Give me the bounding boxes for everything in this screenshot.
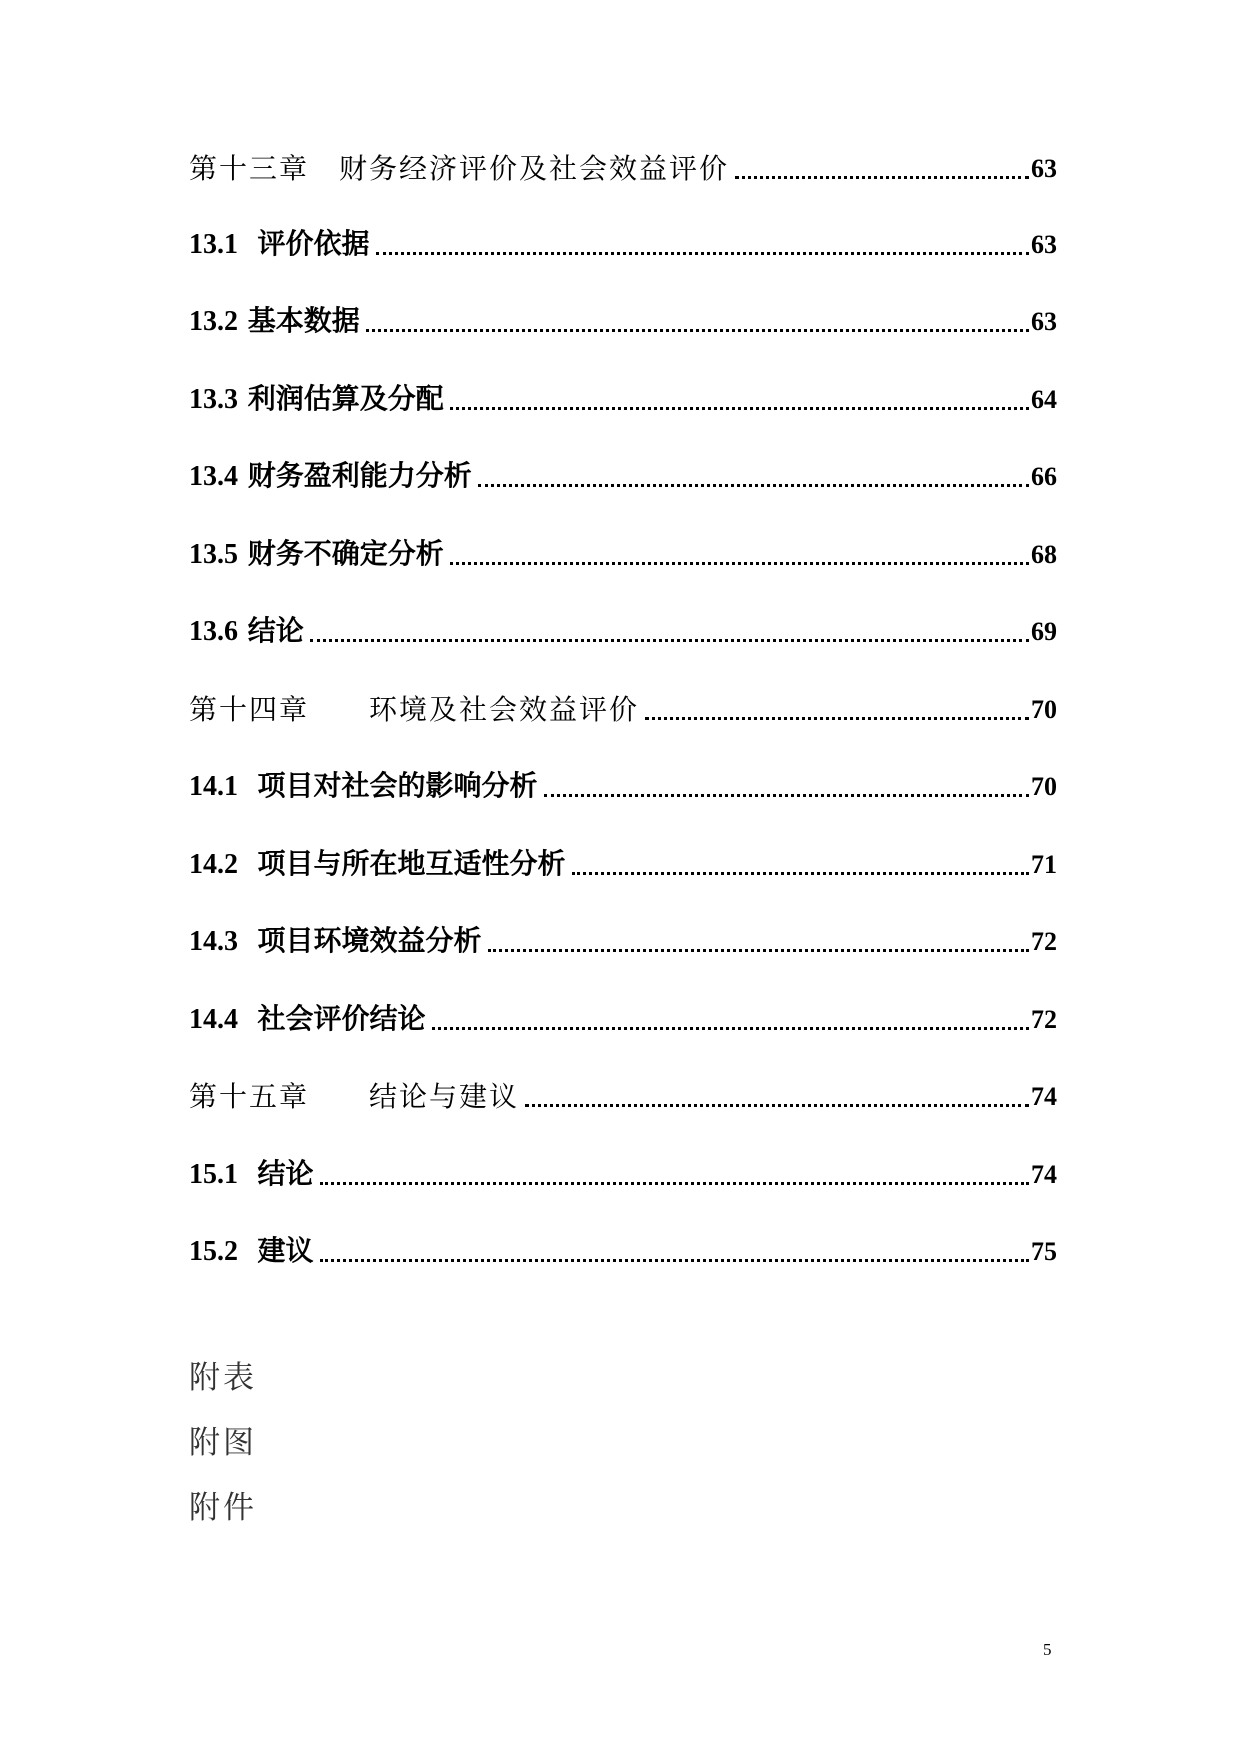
appendix-figures: 附图 <box>189 1425 257 1461</box>
toc-entry-page: 72 <box>1031 1005 1057 1034</box>
toc-entry-label: 第十五章 结论与建议 <box>189 1080 520 1113</box>
toc-entry-page: 64 <box>1031 385 1057 414</box>
toc-entry-14-2[interactable] <box>189 838 1057 882</box>
toc-entry-label: 第十三章 财务经济评价及社会效益评价 <box>189 152 730 185</box>
appendix-attachments: 附件 <box>189 1490 257 1526</box>
toc-dot-leader <box>450 562 1029 565</box>
toc-entry-label <box>189 1234 314 1269</box>
toc-entry-14-3[interactable] <box>189 915 1057 959</box>
toc-entry-title: 项目对社会的影响分析 <box>238 769 538 802</box>
toc-dot-leader <box>478 484 1029 487</box>
toc-entry-13-2[interactable] <box>189 295 1057 339</box>
toc-entry-label <box>189 382 444 417</box>
toc-entry-title: 基本数据 <box>238 304 360 337</box>
toc-entry-page: 72 <box>1031 927 1057 956</box>
toc-entry-chapter-14[interactable] <box>189 683 1057 727</box>
toc-entry-title: 社会评价结论 <box>238 1002 426 1035</box>
toc-entry-number: 13.3 <box>189 384 238 415</box>
toc-entry-title: 财务盈利能力分析 <box>238 459 472 492</box>
toc-entry-page: 63 <box>1031 307 1057 336</box>
toc-entry-page: 70 <box>1031 695 1057 724</box>
toc-entry-label <box>189 1002 426 1037</box>
toc-dot-leader <box>488 949 1030 952</box>
toc-entry-13-6[interactable] <box>189 605 1057 649</box>
toc-entry-13-1[interactable] <box>189 218 1057 262</box>
toc-entry-page: 66 <box>1031 462 1057 491</box>
appendix-tables: 附表 <box>189 1360 257 1396</box>
toc-entry-15-2[interactable] <box>189 1225 1057 1269</box>
toc-dot-leader <box>572 872 1030 875</box>
toc-entry-number: 14.4 <box>189 1004 238 1035</box>
toc-entry-title: 项目环境效益分析 <box>238 924 482 957</box>
toc-entry-number: 13.5 <box>189 539 238 570</box>
toc-entry-number: 14.3 <box>189 926 238 957</box>
toc-dot-leader <box>450 407 1029 410</box>
toc-entry-number: 13.2 <box>189 306 238 337</box>
toc-entry-label <box>189 847 566 882</box>
toc-entry-label <box>189 304 360 339</box>
page-number: 5 <box>1043 1640 1052 1659</box>
toc-dot-leader <box>645 717 1029 720</box>
toc-entry-chapter-15[interactable] <box>189 1070 1057 1114</box>
toc-entry-page: 63 <box>1031 154 1057 183</box>
toc-entry-page: 74 <box>1031 1082 1057 1111</box>
toc-entry-label <box>189 769 538 804</box>
toc-entry-page: 75 <box>1031 1237 1057 1266</box>
toc-dot-leader <box>525 1104 1029 1107</box>
toc-dot-leader <box>735 176 1029 179</box>
toc-entry-title: 财务不确定分析 <box>238 537 444 570</box>
toc-entry-number: 15.1 <box>189 1159 238 1190</box>
toc-entry-number: 13.4 <box>189 461 238 492</box>
toc-entry-number: 15.2 <box>189 1236 238 1267</box>
toc-dot-leader <box>310 639 1029 642</box>
toc-entry-number: 13.1 <box>189 229 238 260</box>
toc-entry-13-3[interactable] <box>189 373 1057 417</box>
toc-entry-title: 项目与所在地互适性分析 <box>238 847 566 880</box>
toc-entry-chapter-13[interactable] <box>189 142 1057 186</box>
toc-entry-number: 13.6 <box>189 616 238 647</box>
toc-entry-page: 70 <box>1031 772 1057 801</box>
toc-entry-13-5[interactable] <box>189 528 1057 572</box>
toc-entry-title: 利润估算及分配 <box>238 382 444 415</box>
toc-entry-label <box>189 459 472 494</box>
toc-entry-13-4[interactable] <box>189 450 1057 494</box>
toc-entry-title: 结论 <box>238 614 304 647</box>
toc-entry-14-4[interactable] <box>189 993 1057 1037</box>
toc-entry-page: 69 <box>1031 617 1057 646</box>
toc-dot-leader <box>544 794 1030 797</box>
toc-entry-label <box>189 1157 314 1192</box>
toc-entry-page: 63 <box>1031 230 1057 259</box>
toc-entry-label: 第十四章 环境及社会效益评价 <box>189 693 640 726</box>
toc-entry-page: 71 <box>1031 850 1057 879</box>
toc-dot-leader <box>320 1259 1030 1262</box>
toc-entry-label <box>189 614 304 649</box>
toc-entry-title: 评价依据 <box>238 227 370 260</box>
toc-entry-label <box>189 227 370 262</box>
toc-entry-page: 68 <box>1031 540 1057 569</box>
toc-entry-title: 建议 <box>238 1234 314 1267</box>
toc-entry-page: 74 <box>1031 1160 1057 1189</box>
toc-dot-leader <box>366 329 1029 332</box>
toc-entry-14-1[interactable] <box>189 760 1057 804</box>
toc-entry-number: 14.2 <box>189 849 238 880</box>
toc-entry-label <box>189 924 482 959</box>
toc-entry-label <box>189 537 444 572</box>
toc-dot-leader <box>376 252 1030 255</box>
toc-dot-leader <box>432 1027 1030 1030</box>
toc-dot-leader <box>320 1182 1030 1185</box>
toc-entry-number: 14.1 <box>189 771 238 802</box>
toc-entry-title: 结论 <box>238 1157 314 1190</box>
toc-entry-15-1[interactable] <box>189 1148 1057 1192</box>
